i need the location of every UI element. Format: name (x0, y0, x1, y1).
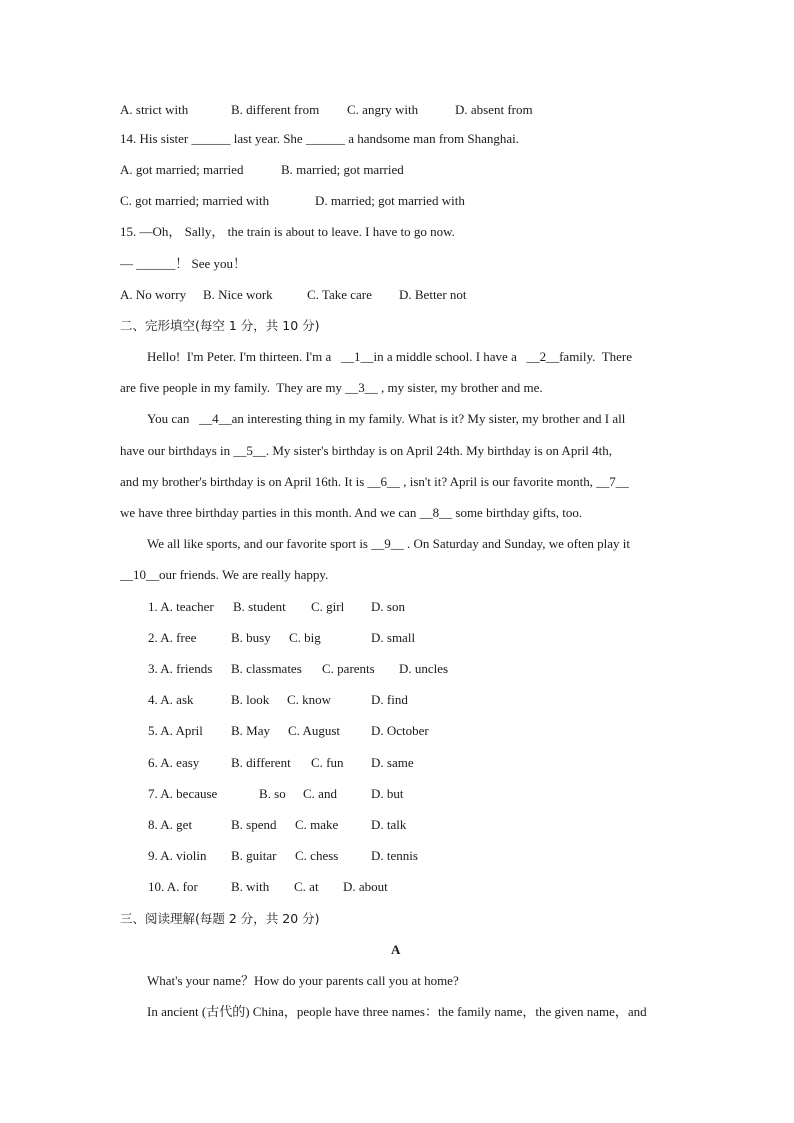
option-c: C. chess (295, 848, 339, 863)
q15-option-b: B. Nice work (203, 287, 273, 302)
option-b: B. busy (231, 630, 271, 645)
option-c: C. make (295, 817, 339, 832)
q13-option-b: B. different from (231, 102, 320, 117)
option-c: C. know (287, 692, 332, 707)
option-d: D. October (371, 723, 429, 738)
cloze-line: are five people in my family. They are my __3__ , my sister, my brother and me. (120, 380, 543, 395)
q14-stem: 14. His sister ______ last year. She ______ a handsome man from Shanghai. (120, 131, 519, 146)
cloze-line: have our birthdays in __5__. My sister's birthday is on April 24th. My birthday is on April 4th, (120, 443, 612, 458)
q15-reply: — ______！ See you！ (120, 256, 247, 271)
option-a: 4. A. ask (148, 692, 194, 707)
passage-title: A (391, 942, 401, 957)
option-b: B. classmates (231, 661, 302, 676)
option-a: 3. A. friends (148, 661, 213, 676)
option-d: D. small (371, 630, 416, 645)
option-b: B. different (231, 755, 291, 770)
cloze-line: and my brother's birthday is on April 16th. It is __6__ , isn't it? April is our favorite month, __7__ (120, 474, 629, 489)
section2-heading: 二、完形填空(每空 1 分，共 10 分) (120, 318, 320, 333)
option-c: C. girl (311, 599, 345, 614)
q14-option-a: A. got married; married (120, 162, 244, 177)
option-b: B. with (231, 879, 270, 894)
option-c: C. parents (322, 661, 375, 676)
option-d: D. son (371, 599, 405, 614)
cloze-line: You can __4__an interesting thing in my family. What is it? My sister, my brother and I all (147, 411, 626, 426)
option-d: D. uncles (399, 661, 449, 676)
cloze-line: Hello! I'm Peter. I'm thirteen. I'm a __1__in a middle school. I have a __2__family. There (147, 349, 633, 364)
option-d: D. talk (371, 817, 407, 832)
option-b: B. spend (231, 817, 277, 832)
q14-option-c: C. got married; married with (120, 193, 270, 208)
section3-heading: 三、阅读理解(每题 2 分，共 20 分) (120, 911, 320, 926)
option-b: B. May (231, 723, 270, 738)
option-d: D. tennis (371, 848, 418, 863)
option-a: 6. A. easy (148, 755, 200, 770)
option-a: 5. A. April (148, 723, 203, 738)
option-c: C. August (288, 723, 341, 738)
option-b: B. so (259, 786, 286, 801)
q15-option-d: D. Better not (399, 287, 467, 302)
reading-line: What's your name？How do your parents call you at home? (147, 973, 459, 988)
option-d: D. same (371, 755, 414, 770)
q15-stem: 15. —Oh， Sally， the train is about to leave. I have to go now. (120, 224, 455, 239)
option-b: B. student (233, 599, 286, 614)
q14-option-d: D. married; got married with (315, 193, 465, 208)
q13-option-d: D. absent from (455, 102, 533, 117)
option-b: B. look (231, 692, 270, 707)
option-c: C. big (289, 630, 321, 645)
q14-option-b: B. married; got married (281, 162, 404, 177)
option-b: B. guitar (231, 848, 277, 863)
option-c: C. at (294, 879, 319, 894)
reading-line: In ancient (古代的) China，people have three names：the family name，the given name，and (147, 1004, 647, 1019)
option-a: 10. A. for (148, 879, 198, 894)
option-c: C. and (303, 786, 337, 801)
q13-option-c: C. angry with (347, 102, 419, 117)
option-a: 9. A. violin (148, 848, 207, 863)
q13-option-a: A. strict with (120, 102, 189, 117)
option-d: D. but (371, 786, 404, 801)
q15-option-a: A. No worry (120, 287, 187, 302)
option-c: C. fun (311, 755, 344, 770)
cloze-line: we have three birthday parties in this month. And we can __8__ some birthday gifts, too. (120, 505, 583, 520)
option-a: 7. A. because (148, 786, 218, 801)
option-a: 1. A. teacher (148, 599, 214, 614)
q15-option-c: C. Take care (307, 287, 372, 302)
cloze-line: __10__our friends. We are really happy. (120, 567, 329, 582)
option-d: D. find (371, 692, 408, 707)
option-a: 2. A. free (148, 630, 197, 645)
option-a: 8. A. get (148, 817, 193, 832)
option-d: D. about (343, 879, 388, 894)
cloze-line: We all like sports, and our favorite sport is __9__ . On Saturday and Sunday, we often play it (147, 536, 630, 551)
